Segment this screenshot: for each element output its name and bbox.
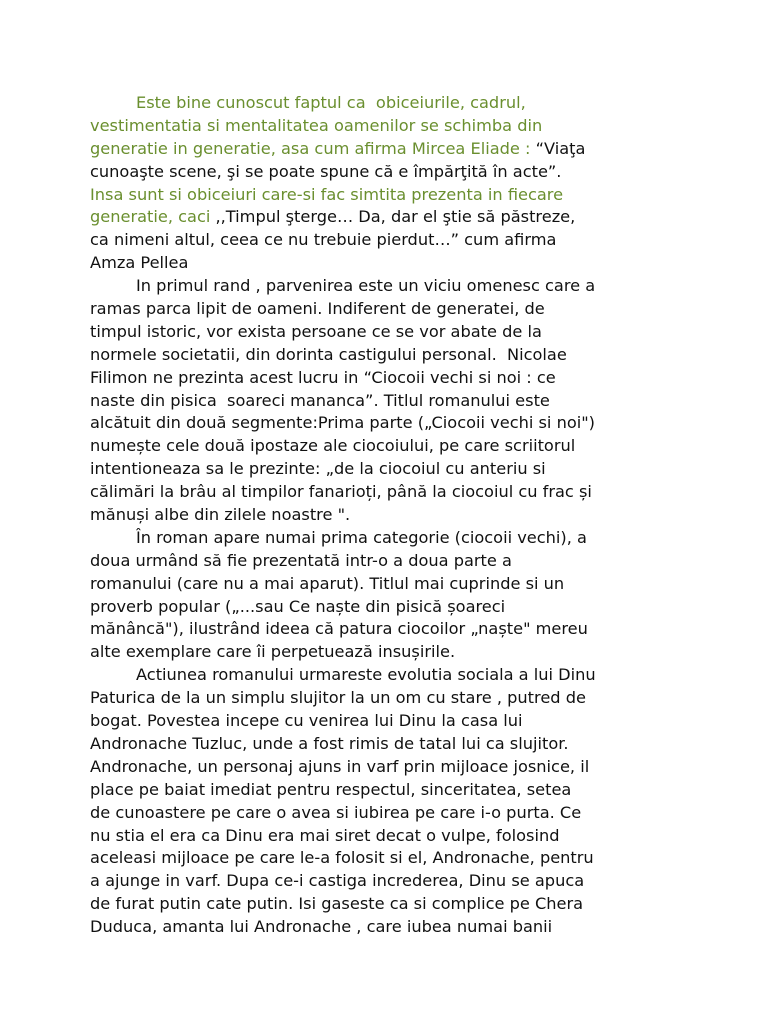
text-segment: normele societatii, din dorinta castigului personal. Nicolae [90,344,567,364]
text-segment: Paturica de la un simplu slujitor la un om cu stare , putred de [90,688,586,708]
text-line [90,390,690,413]
highlighted-text-segment: Insa sunt si obiceiuri care-si fac simtita prezenta in fiecare [90,184,564,204]
highlighted-text-segment: generatie, caci [90,207,216,227]
text-segment: alte exemplare care îi perpetuează insușirile. [90,642,456,662]
text-segment: romanului (care nu a mai aparut). Titlul mai cuprinde si un [90,573,565,593]
text-line [90,92,690,115]
text-line [90,206,690,229]
text-line [90,847,690,870]
text-segment: bogat. Povestea incepe cu venirea lui Dinu la casa lui [90,711,523,731]
text-line [90,870,690,893]
document-page [90,92,690,939]
highlighted-text-segment: generatie in generatie, asa cum afirma Mircea Eliade : [90,138,536,158]
text-segment: naste din pisica soareci mananca”. Titlul romanului este [90,390,550,410]
text-segment: timpul istoric, vor exista persoane ce se vor abate de la [90,321,542,341]
text-line [90,435,690,458]
text-segment: ramas parca lipit de oameni. Indiferent de generatei, de [90,299,545,319]
text-line [90,184,690,207]
text-segment: intentioneaza sa le prezinte: „de la ciocoiul cu anteriu si [90,459,546,479]
text-line [90,733,690,756]
text-line [90,710,690,733]
text-line [90,321,690,344]
text-segment: ,,Timpul şterge… Da, dar el ştie să păstreze, [215,207,576,227]
text-line [90,618,690,641]
text-line [90,779,690,802]
text-segment: de cunoastere pe care o avea si iubirea pe care i-o purta. Ce [90,802,582,822]
text-line [90,916,690,939]
text-line [90,504,690,527]
text-segment: numește cele două ipostaze ale ciocoiului, pe care scriitorul [90,436,576,456]
text-segment: mănâncă"), ilustrând ideea că patura ciocoilor „naște" mereu [90,619,588,639]
text-line [90,138,690,161]
text-segment: place pe baiat imediat pentru respectul, sinceritatea, setea [90,779,572,799]
text-segment: Actiunea romanului urmareste evolutia sociala a lui Dinu [136,665,596,685]
text-segment: Amza Pellea [90,253,189,273]
text-segment: Andronache Tuzluc, unde a fost rimis de tatal lui ca slujitor. [90,733,569,753]
text-line [90,229,690,252]
text-segment: În roman apare numai prima categorie (ciocoii vechi), a [136,527,587,547]
text-segment: doua urmând să fie prezentată intr-o a doua parte a [90,550,512,570]
text-segment: Duduca, amanta lui Andronache , care iubea numai banii [90,917,553,937]
text-line [90,641,690,664]
text-line [90,367,690,390]
text-segment: Filimon ne prezinta acest lucru in “Ciocoii vechi si noi : ce [90,367,556,387]
text-line [90,481,690,504]
text-segment: de furat putin cate putin. Isi gaseste ca si complice pe Chera [90,894,584,914]
text-line [90,893,690,916]
text-line [90,344,690,367]
text-line [90,161,690,184]
text-line [90,252,690,275]
text-line [90,596,690,619]
text-line [90,115,690,138]
text-line [90,802,690,825]
text-segment: aceleasi mijloace pe care le-a folosit si el, Andronache, pentru [90,848,594,868]
text-line [90,664,690,687]
text-segment: cunoaşte scene, şi se poate spune că e împărţită în acte”. [90,161,562,181]
highlighted-text-segment: vestimentatia si mentalitatea oamenilor se schimba din [90,115,543,135]
text-line [90,298,690,321]
text-line [90,458,690,481]
text-segment: Andronache, un personaj ajuns in varf prin mijloace josnice, il [90,756,590,776]
text-line [90,412,690,435]
text-line [90,573,690,596]
text-line [90,687,690,710]
text-segment: nu stia el era ca Dinu era mai siret decat o vulpe, folosind [90,825,560,845]
text-segment: alcătuit din două segmente:Prima parte („Ciocoii vechi si noi") [90,413,595,433]
text-line [90,825,690,848]
text-line [90,756,690,779]
text-segment: mănuși albe din zilele noastre ". [90,505,351,525]
text-segment: ca nimeni altul, ceea ce nu trebuie pierdut…” cum afirma [90,230,557,250]
text-segment: călimări la brâu al timpilor fanarioți, până la ciocoiul cu frac și [90,482,592,502]
text-segment: “Viaţa [535,138,586,158]
text-line [90,275,690,298]
text-line [90,527,690,550]
highlighted-text-segment: Este bine cunoscut faptul ca obiceiurile, cadrul, [136,93,526,112]
text-segment: proverb popular („...sau Ce naște din pisică șoareci [90,596,506,616]
text-segment: In primul rand , parvenirea este un viciu omenesc care a [136,276,596,296]
text-line [90,550,690,573]
text-segment: a ajunge in varf. Dupa ce-i castiga increderea, Dinu se apuca [90,871,585,891]
